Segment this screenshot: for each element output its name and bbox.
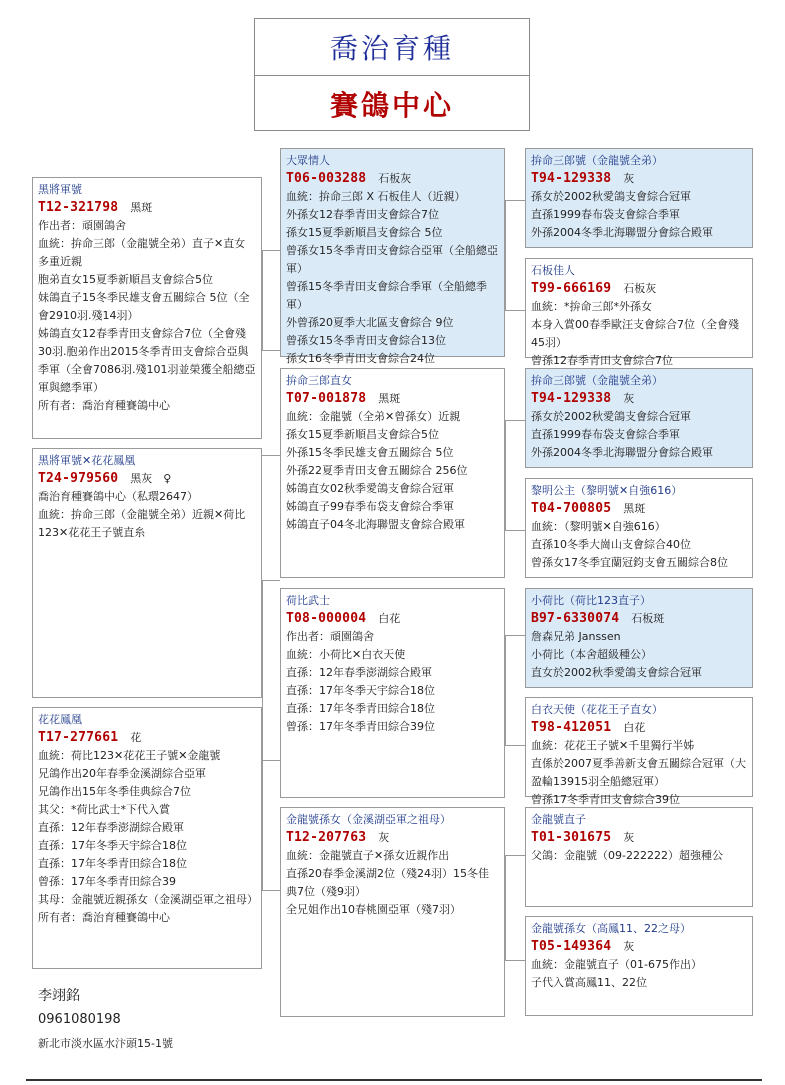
connector (505, 530, 525, 531)
info-line: 血統：金龍號（全弟✕曾孫女）近親 (286, 410, 461, 423)
pedigree-box-ssd (525, 258, 753, 367)
bird-name: 黎明公主（黎明號✕自強616） (531, 484, 683, 497)
connector (262, 890, 280, 891)
info-line: 直孫1999春布袋支會綜合季軍 (531, 428, 680, 441)
info-line: 直孫：17年冬季青田綜合18位 (286, 702, 435, 715)
connector (505, 960, 525, 961)
connector (505, 635, 525, 636)
info-line: 血統：*拚命三郎*外孫女 (531, 300, 652, 313)
info-line: 曾孫12春季青田支會綜合7位 (531, 354, 673, 367)
info-line: 血統：花花王子號✕千里獨行半姊 (531, 739, 695, 752)
info-line: 所有者：喬治育種賽鴿中心 (38, 399, 170, 412)
connector (505, 310, 525, 311)
info-line: 血統：拚命三郎 X 石板佳人（近親） (286, 190, 466, 203)
info-line: 全兄姐作出10春桃園亞軍（殘7羽） (286, 903, 461, 916)
info-line: 曾孫：17年冬季青田綜合39 (38, 875, 176, 888)
info-line: 孫女16冬季青田支會綜合24位 (286, 352, 435, 365)
ring-number: T07-001878 (286, 391, 367, 406)
pedigree-box-dds (525, 807, 753, 907)
connector (262, 455, 280, 456)
bird-color: 黑斑 (130, 201, 153, 214)
info-line: 血統：金龍號直子✕孫女近親作出 (286, 849, 450, 862)
pedigree-box-ds (280, 588, 505, 798)
pedigree-box-sdd (525, 478, 753, 578)
bird-name: 拚命三郎直女 (286, 374, 352, 387)
pedigree-box-ddd (525, 916, 753, 1016)
info-line: 曾孫女15冬季青田支會綜合13位 (286, 334, 446, 347)
info-line: 孫女於2002秋愛鴿支會綜合冠軍 (531, 190, 691, 203)
bird-color: 灰 (378, 831, 390, 844)
info-line: 血統：拚命三郎（金龍號全弟）直子✕直女 多重近親 (38, 237, 246, 268)
bird-name: 金龍號孫女（高鳳11、22之母） (531, 922, 691, 935)
ring-number: T98-412051 (531, 720, 612, 735)
info-line: 曾孫女17冬季宜蘭冠鈞支會五關綜合8位 (531, 556, 728, 569)
bird-color: 白花 (623, 721, 646, 734)
ring-number: T06-003288 (286, 171, 367, 186)
info-line: 妹鴿直子15冬季民雄支會五關綜合 5位（全會2910羽.殘14羽） (38, 291, 250, 322)
info-line: 姊鴿直女12春季青田支會綜合7位（全會殘30羽.胞弟作出2015冬季青田支會綜合亞與季軍（全會7086羽.殘101羽並榮獲全船總亞軍與總季軍） (38, 327, 256, 394)
info-line: 姊鴿直子04冬北海聯盟支會綜合殿軍 (286, 518, 465, 531)
bird-name: 荷比武士 (286, 594, 330, 607)
ring-number: T99-666169 (531, 281, 612, 296)
info-line: 直孫：17年冬季天宇綜合18位 (38, 839, 187, 852)
owner-phone: 0961080198 (38, 1012, 121, 1027)
pedigree-box-sd (280, 368, 505, 578)
info-line: 外孫女12春季青田支會綜合7位 (286, 208, 439, 221)
info-line: 外孫2004冬季北海聯盟分會綜合殿軍 (531, 226, 713, 239)
bird-color: 黑斑 (378, 392, 401, 405)
info-line: 曾孫女15冬季青田支會綜合亞軍（全船總亞軍） (286, 244, 498, 275)
pedigree-box-damdam (32, 707, 262, 969)
connector (505, 855, 506, 960)
bird-color: 花 (130, 731, 142, 744)
info-line: 外曾孫20夏季大北區支會綜合 9位 (286, 316, 454, 329)
info-line: 直孫10冬季大崗山支會綜合40位 (531, 538, 691, 551)
bird-name: 白衣天使（花花王子直女） (531, 703, 663, 716)
connector (505, 420, 506, 530)
ring-number: T05-149364 (531, 939, 612, 954)
connector (262, 580, 263, 890)
ring-number: T24-979560 (38, 471, 119, 486)
connector (262, 250, 280, 251)
owner-name: 李翊銘 (38, 988, 80, 1004)
ring-number: T12-321798 (38, 200, 119, 215)
bird-name: 拚命三郎號（金龍號全弟） (531, 154, 663, 167)
bird-color: 白花 (378, 612, 401, 625)
bird-color: 灰 (623, 172, 635, 185)
pedigree-box-dd (280, 807, 505, 1017)
info-line: 直孫：17年冬季天宇綜合18位 (286, 684, 435, 697)
bird-name: 金龍號孫女（金溪湖亞軍之祖母） (286, 813, 451, 826)
ring-number: T08-000004 (286, 611, 367, 626)
bird-name: 小荷比（荷比123直子） (531, 594, 651, 607)
info-line: 血統：小荷比✕白衣天使 (286, 648, 406, 661)
info-line: 直孫1999春布袋支會綜合季軍 (531, 208, 680, 221)
bird-name: 黑將軍號✕花花鳳凰 (38, 454, 136, 467)
info-line: 子代入賞高鳳11、22位 (531, 976, 647, 989)
info-line: 作出者：頑園鴿舍 (38, 219, 126, 232)
connector (505, 745, 525, 746)
bird-name: 大眾情人 (286, 154, 330, 167)
info-line: 孫女15夏季新順昌支會綜合 5位 (286, 226, 443, 239)
bottom-divider (26, 1079, 762, 1081)
connector (505, 200, 525, 201)
ring-number: T94-129338 (531, 391, 612, 406)
pedigree-box-sss (525, 148, 753, 248)
connector (262, 580, 280, 581)
ring-number: T01-301675 (531, 830, 612, 845)
info-line: 姊鴿直女02秋季愛鴿支會綜合冠軍 (286, 482, 454, 495)
info-line: 小荷比（本舍超級種公） (531, 648, 652, 661)
connector (505, 855, 525, 856)
info-line: 直女於2002秋季愛鴿支會綜合冠軍 (531, 666, 702, 679)
bird-color: 灰 (623, 831, 635, 844)
info-line: 所有者：喬治育種賽鴿中心 (38, 911, 170, 924)
bird-color: 黑灰 ♀ (130, 472, 172, 485)
bird-color: 石板斑 (631, 612, 665, 625)
ring-number: T17-277661 (38, 730, 119, 745)
pedigree-box-sds (525, 368, 753, 468)
connector (505, 635, 506, 745)
info-line: 胞弟直女15夏季新順昌支會綜合5位 (38, 273, 213, 286)
info-line: 曾孫17冬季青田支會綜合39位 (531, 793, 680, 806)
info-line: 兄鴿作出15年冬季佳典綜合7位 (38, 785, 191, 798)
pedigree-box-dam (32, 448, 262, 698)
bird-color: 灰 (623, 392, 635, 405)
info-line: 直孫：12年春季澎湖綜合殿軍 (286, 666, 432, 679)
pedigree-box-ss (280, 148, 505, 365)
info-line: 本身入賞00春季歐汪支會綜合7位（全會殘 45羽） (531, 318, 739, 349)
info-line: 兄鴿作出20年春季金溪湖綜合亞軍 (38, 767, 206, 780)
info-line: 外孫15冬季民雄支會五關綜合 5位 (286, 446, 454, 459)
info-line: 父鴿：金龍號（09-222222）超強種公 (531, 849, 723, 862)
bird-name: 花花鳳凰 (38, 713, 82, 726)
info-line: 直孫：12年春季澎湖綜合殿軍 (38, 821, 184, 834)
bird-name: 拚命三郎號（金龍號全弟） (531, 374, 663, 387)
bird-name: 黑將軍號 (38, 183, 82, 196)
info-line: 其母：金龍號近親孫女（金溪湖亞軍之祖母） (38, 893, 258, 906)
pedigree-box-sire (32, 177, 262, 439)
connector (505, 420, 525, 421)
info-line: 外孫2004冬季北海聯盟分會綜合殿軍 (531, 446, 713, 459)
info-line: 其父：*荷比武士*下代入賞 (38, 803, 170, 816)
info-line: 外孫22夏季青田支會五關綜合 256位 (286, 464, 468, 477)
bird-color: 石板灰 (623, 282, 657, 295)
info-line: 直孫20春季金溪湖2位（殘24羽）15冬佳典7位（殘9羽） (286, 867, 489, 898)
info-line: 喬治育種賽鴿中心（私環2647） (38, 490, 198, 503)
info-line: 血統：金龍號直子（01-675作出） (531, 958, 702, 971)
ring-number: T94-129338 (531, 171, 612, 186)
connector (262, 760, 280, 761)
bird-name: 金龍號直子 (531, 813, 586, 826)
title-box (254, 18, 530, 131)
connector (262, 250, 263, 350)
ring-number: T04-700805 (531, 501, 612, 516)
info-line: 孫女於2002秋愛鴿支會綜合冠軍 (531, 410, 691, 423)
connector (505, 200, 506, 310)
ring-number: T12-207763 (286, 830, 367, 845)
info-line: 血統：荷比123✕花花王子號✕金龍號 (38, 749, 221, 762)
title-breeder: 喬治育種 (255, 19, 529, 76)
info-line: 血統：（黎明號✕自強616） (531, 520, 666, 533)
bird-color: 石板灰 (378, 172, 412, 185)
title-center: 賽鴿中心 (329, 89, 454, 122)
bird-name: 石板佳人 (531, 264, 575, 277)
info-line: 直係於2007夏季善新支會五關綜合冠軍（大盈輪13915羽全船總冠軍） (531, 757, 746, 788)
bird-color: 黑斑 (623, 502, 646, 515)
info-line: 詹森兄弟 Janssen (531, 630, 621, 643)
owner-info (38, 984, 173, 1056)
info-line: 曾孫：17年冬季青田綜合39位 (286, 720, 435, 733)
pedigree-box-dss (525, 588, 753, 688)
pedigree-box-dsd (525, 697, 753, 806)
ring-number: B97-6330074 (531, 611, 620, 626)
info-line: 血統：拚命三郎（金龍號全弟）近親✕荷比123✕花花王子號直糸 (38, 508, 246, 539)
owner-address: 新北市淡水區水汴頭15-1號 (38, 1037, 173, 1050)
info-line: 直孫：17年冬季青田綜合18位 (38, 857, 187, 870)
connector (262, 350, 280, 351)
info-line: 作出者：頑園鴿舍 (286, 630, 374, 643)
bird-color: 灰 (623, 940, 635, 953)
info-line: 姊鴿直子99春季布袋支會綜合季軍 (286, 500, 454, 513)
info-line: 曾孫15冬季青田支會綜合季軍（全船總季軍） (286, 280, 487, 311)
info-line: 孫女15夏季新順昌支會綜合5位 (286, 428, 439, 441)
